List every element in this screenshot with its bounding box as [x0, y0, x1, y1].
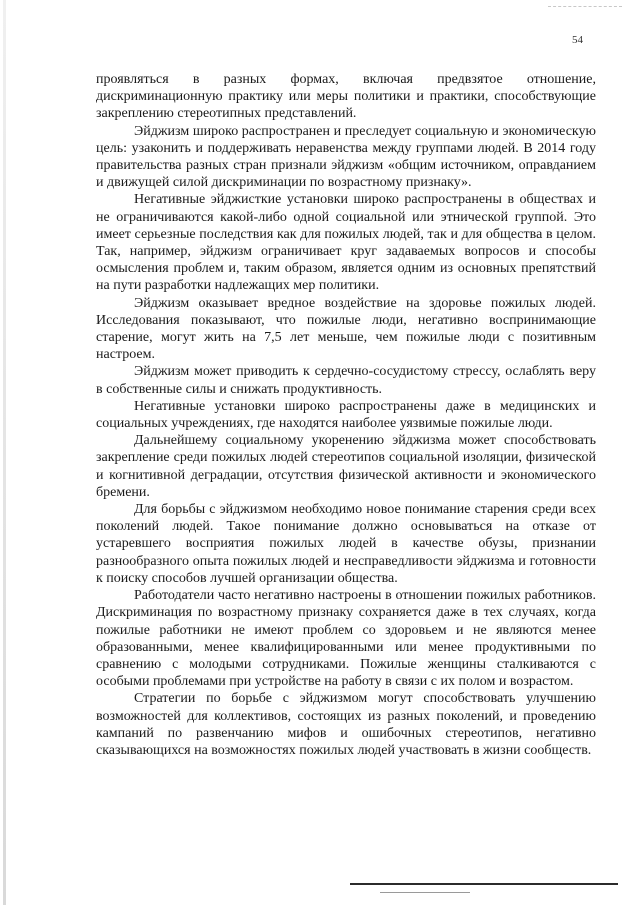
paragraph: Работодатели часто негативно настроены в отношении пожилых работников. Дискриминация по возрастному признаку сохраняется даже в тех случаях, когда пожилые работники не имеют проблем со здоровьем и не являются менее образованными, менее квалифицированными или менее продуктивными по сравнению с молодыми сотрудниками. Пожилые женщины сталкиваются с особыми проблемами при устройстве на работу в связи с их полом и возрастом. [96, 588, 596, 690]
page-number: 54 [572, 34, 583, 46]
scan-bottom-line [350, 883, 618, 885]
document-body [96, 71, 596, 759]
paragraph: Дальнейшему социальному укоренению эйджизма может способствовать закрепление среди пожилых людей стереотипов социальной изоляции, физической и когнитивной деградации, отсутствия физической активности и экономического бремени. [96, 433, 596, 500]
scan-bottom-line-faint [380, 892, 470, 893]
paragraph: Негативные эйджисткие установки широко распространены в обществах и не ограничиваются какой-либо одной социальной или этнической группой. Это имеет серьезные последствия как для пожилых людей, так и для общества в целом. Так, например, эйджизм ограничивает круг задаваемых вопросов и способы осмысления проблем и, таким образом, является одним из основных препятствий на пути разработки надлежащих мер политики. [96, 192, 596, 294]
paragraph: Стратегии по борьбе с эйджизмом могут способствовать улучшению возможностей для коллективов, состоящих из разных поколений, и проведению кампаний по развенчанию мифов и ошибочных стереотипов, негативно сказывающихся на возможностях пожилых людей участвовать в жизни сообществ. [96, 691, 596, 758]
paragraph-continuation: проявляться в разных формах, включая предвзятое отношение, дискриминационную практику или меры политики и практики, способствующие закреплению стереотипных представлений. [96, 72, 596, 122]
paragraph: Эйджизм оказывает вредное воздействие на здоровье пожилых людей. Исследования показывают, что пожилые люди, негативно воспринимающие старение, могут жить на 7,5 лет меньше, чем пожилые люди с позитивным настроем. [96, 295, 596, 363]
paragraph: Эйджизм широко распространен и преследует социальную и экономическую цель: узаконить и поддерживать неравенства между группами людей. В 2014 году правительства разных стран признали эйджизм «общим источником, оправданием и движущей силой дискриминации по возрастному признаку». [96, 123, 596, 191]
scan-top-mark [548, 6, 622, 7]
paragraph: Негативные установки широко распространены даже в медицинских и социальных учреждениях, где находятся наиболее уязвимые пожилые люди. [96, 398, 596, 432]
paragraph: Для борьбы с эйджизмом необходимо новое понимание старения среди всех поколений людей. Такое понимание должно основываться на отказе от устаревшего восприятия пожилых людей в качестве обузы, признании разнообразного опыта пожилых людей и несправедливости эйджизма и готовности к поиску способов лучшей организации общества. [96, 502, 596, 586]
scan-left-edge [3, 0, 6, 905]
paragraph: Эйджизм может приводить к сердечно-сосудистому стрессу, ослаблять веру в собственные силы и снижать продуктивность. [96, 364, 596, 397]
